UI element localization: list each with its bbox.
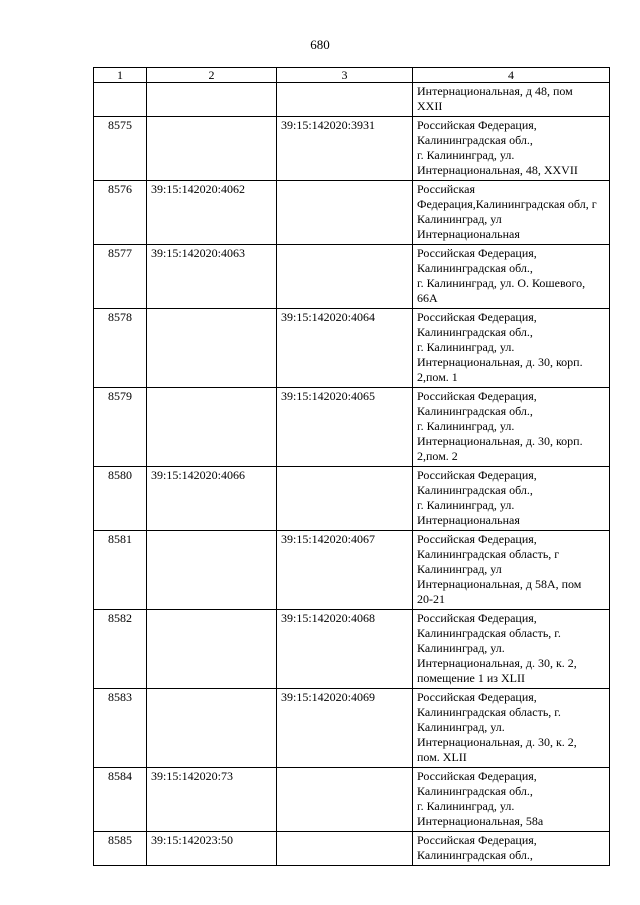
- address-line: 66А: [417, 291, 438, 305]
- row-number-cell: 8575: [94, 117, 147, 181]
- address-cell: [413, 181, 610, 245]
- cadastral-number-cell: 39:15:142020:4062: [147, 181, 277, 245]
- registry-table: [93, 67, 610, 866]
- address-line: г. Калининград, ул.: [417, 148, 515, 162]
- cadastral-number-cell: [147, 531, 277, 610]
- address-line: Федерация,Калининградская обл, г: [417, 197, 597, 211]
- cadastral-number-cell-alt: 39:15:142020:4068: [277, 610, 413, 689]
- address-line: Российская Федерация,: [417, 532, 537, 546]
- address-line: г. Калининград, ул.: [417, 419, 515, 433]
- header-col-1: 1: [94, 68, 147, 83]
- address-line: г. Калининград, ул.: [417, 498, 515, 512]
- address-cell: [413, 245, 610, 309]
- address-line: Калининградская обл.,: [417, 784, 533, 798]
- address-line: 20-21: [417, 592, 445, 606]
- address-line: Интернациональная, 58а: [417, 814, 544, 828]
- cadastral-number-cell-alt: 39:15:142020:4067: [277, 531, 413, 610]
- address-line: Российская Федерация,: [417, 118, 537, 132]
- table-row: [94, 832, 610, 866]
- address-line: Калининградская обл.,: [417, 404, 533, 418]
- address-line: Российская: [417, 182, 475, 196]
- table-row: [94, 388, 610, 467]
- address-line: Интернациональная, д. 30, к. 2,: [417, 656, 577, 670]
- cadastral-number-cell-alt: [277, 181, 413, 245]
- cadastral-number-cell-alt: 39:15:142020:4069: [277, 689, 413, 768]
- address-line: г. Калининград, ул. О. Кошевого,: [417, 276, 586, 290]
- address-line: Интернациональная: [417, 513, 520, 527]
- address-line: 2,пом. 1: [417, 370, 458, 384]
- header-col-3: 3: [277, 68, 413, 83]
- row-number-cell: 8582: [94, 610, 147, 689]
- cadastral-number-cell: [147, 117, 277, 181]
- address-line: г. Калининград, ул.: [417, 799, 515, 813]
- address-line: Калининградская обл.,: [417, 261, 533, 275]
- table-row: [94, 768, 610, 832]
- address-line: Российская Федерация,: [417, 833, 537, 847]
- address-cell: [413, 832, 610, 866]
- cadastral-number-cell: [147, 388, 277, 467]
- cadastral-number-cell: 39:15:142020:4066: [147, 467, 277, 531]
- table-body: [94, 83, 610, 866]
- address-cell: [413, 388, 610, 467]
- address-line: Интернациональная, д 58А, пом: [417, 577, 582, 591]
- row-number-cell: 8576: [94, 181, 147, 245]
- address-line: Российская Федерация,: [417, 389, 537, 403]
- cadastral-number-cell: 39:15:142020:4063: [147, 245, 277, 309]
- address-line: Калининград, ул.: [417, 720, 505, 734]
- address-line: Калининградская обл.,: [417, 483, 533, 497]
- table-row: [94, 689, 610, 768]
- cadastral-number-cell: [147, 83, 277, 117]
- address-line: Калининград, ул: [417, 212, 502, 226]
- header-col-4: 4: [413, 68, 610, 83]
- address-line: Калининградская область, г.: [417, 705, 561, 719]
- cadastral-number-cell-alt: [277, 768, 413, 832]
- address-cell: [413, 309, 610, 388]
- address-line: пом. XLII: [417, 750, 467, 764]
- page-number: 680: [310, 37, 330, 52]
- address-line: Российская Федерация,: [417, 468, 537, 482]
- address-line: Калининградская область, г.: [417, 626, 561, 640]
- table-row: [94, 531, 610, 610]
- cadastral-number-cell-alt: [277, 467, 413, 531]
- address-line: Калининградская обл.,: [417, 848, 533, 862]
- row-number-cell: 8577: [94, 245, 147, 309]
- cadastral-number-cell-alt: [277, 832, 413, 866]
- address-line: Калининград, ул: [417, 562, 502, 576]
- address-line: Калининград, ул.: [417, 641, 505, 655]
- table-row: [94, 610, 610, 689]
- address-line: помещение 1 из XLII: [417, 671, 525, 685]
- row-number-cell: 8584: [94, 768, 147, 832]
- address-line: Российская Федерация,: [417, 690, 537, 704]
- row-number-cell: 8585: [94, 832, 147, 866]
- cadastral-number-cell: [147, 610, 277, 689]
- row-number-cell: [94, 83, 147, 117]
- address-line: Калининградская обл.,: [417, 325, 533, 339]
- address-line: г. Калининград, ул.: [417, 340, 515, 354]
- address-cell: [413, 531, 610, 610]
- row-number-cell: 8578: [94, 309, 147, 388]
- address-cell: [413, 689, 610, 768]
- cadastral-number-cell: [147, 689, 277, 768]
- address-cell: [413, 610, 610, 689]
- address-cell: [413, 768, 610, 832]
- cadastral-number-cell-alt: 39:15:142020:4064: [277, 309, 413, 388]
- cadastral-number-cell-alt: 39:15:142020:4065: [277, 388, 413, 467]
- address-line: Российская Федерация,: [417, 246, 537, 260]
- table-row: [94, 245, 610, 309]
- address-line: Интернациональная, д 48, пом: [417, 84, 573, 98]
- table-row: [94, 309, 610, 388]
- address-line: Интернациональная, д. 30, корп.: [417, 434, 583, 448]
- address-cell: [413, 83, 610, 117]
- address-line: Российская Федерация,: [417, 611, 537, 625]
- cadastral-number-cell: 39:15:142023:50: [147, 832, 277, 866]
- cadastral-number-cell: 39:15:142020:73: [147, 768, 277, 832]
- table-row: [94, 83, 610, 117]
- address-line: Интернациональная, д. 30, к. 2,: [417, 735, 577, 749]
- address-line: Калининградская обл.,: [417, 133, 533, 147]
- address-line: Российская Федерация,: [417, 310, 537, 324]
- table-header-row: [94, 68, 610, 83]
- address-line: XXII: [417, 99, 443, 113]
- address-line: Интернациональная, д. 30, корп.: [417, 355, 583, 369]
- header-col-2: 2: [147, 68, 277, 83]
- address-line: Интернациональная, 48, XXVII: [417, 163, 578, 177]
- table-row: [94, 181, 610, 245]
- row-number-cell: 8580: [94, 467, 147, 531]
- address-line: Калининградская область, г: [417, 547, 560, 561]
- cadastral-number-cell-alt: 39:15:142020:3931: [277, 117, 413, 181]
- address-cell: [413, 117, 610, 181]
- cadastral-number-cell: [147, 309, 277, 388]
- cadastral-number-cell-alt: [277, 245, 413, 309]
- row-number-cell: 8581: [94, 531, 147, 610]
- address-cell: [413, 467, 610, 531]
- address-line: 2,пом. 2: [417, 449, 458, 463]
- address-line: Интернациональная: [417, 227, 520, 241]
- table-row: [94, 467, 610, 531]
- address-line: Российская Федерация,: [417, 769, 537, 783]
- cadastral-number-cell-alt: [277, 83, 413, 117]
- table-row: [94, 117, 610, 181]
- row-number-cell: 8583: [94, 689, 147, 768]
- row-number-cell: 8579: [94, 388, 147, 467]
